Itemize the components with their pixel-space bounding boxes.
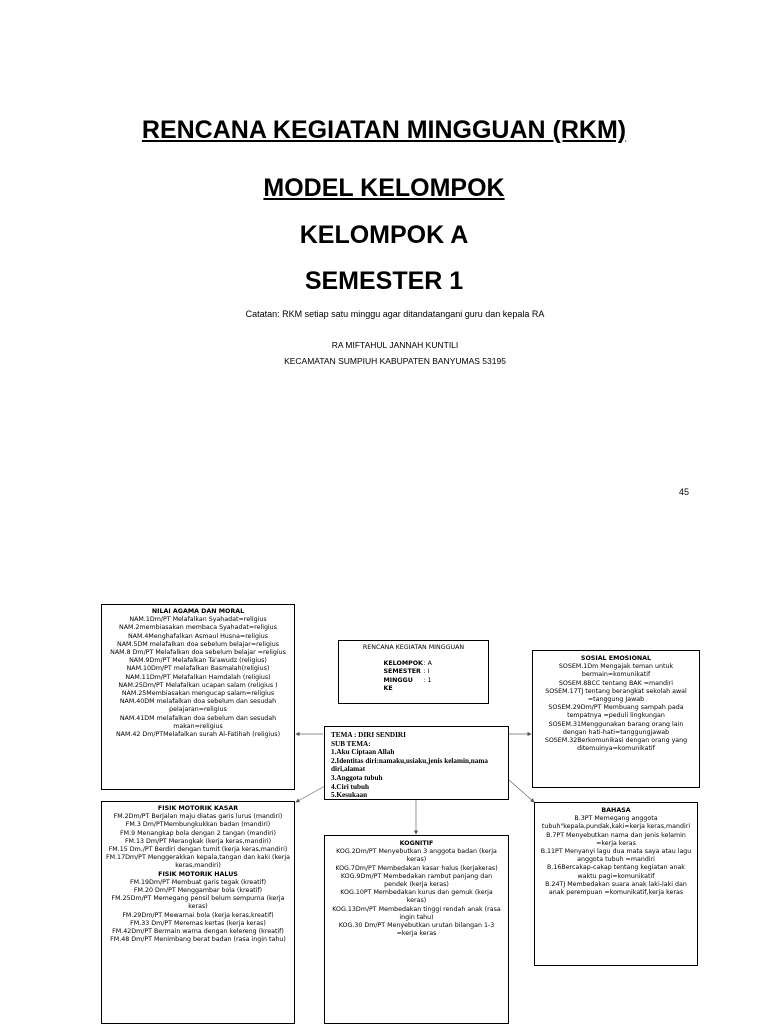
bahasa-line: B.16Bercakap-cakap tentang kegiatan anak waktu pagi=komunikatif: [547, 864, 685, 880]
fm-line: FM.20 Dm/PT Menggambar bola (kreatif): [133, 887, 263, 895]
bahasa-line: B.24TJ Membedakan suara anak laki-laki dan anak perempuan =komunikatif,kerja keras: [545, 880, 687, 897]
nam-line: NAM.8 Dm/PT Melafalkan doa sebelum belajar =religius: [110, 649, 286, 657]
fm-halus-heading: FISIK MOTORIK HALUS: [158, 870, 238, 878]
fm-line: FM.3 Dm/PTMembungkukkan badan (mandiri): [125, 821, 271, 829]
bahasa-heading: BAHASA: [601, 807, 631, 814]
sosem-heading: SOSIAL EMOSIONAL: [580, 655, 652, 662]
subtema-item: 1.Aku Ciptaan Allah: [331, 748, 395, 757]
subtema-title: SUB TEMA:: [331, 739, 371, 748]
nam-line: NAM.41DM melafalkan doa sebelum dan sesudah makan=religius: [119, 714, 277, 730]
kog-line: KOG.13Dm/PT Membedakan tinggi rendah anak (rasa ingin tahu): [332, 905, 501, 921]
school-address: KECAMATAN SUMPIUH KABUPATEN BANYUMAS 53195: [284, 356, 506, 366]
rkm-value: : 1: [423, 676, 432, 684]
sosem-line: SOSEM.29Dm/PT Membuang sampah pada tempatnya =peduli lingkungan: [548, 704, 684, 720]
kelompok-title: KELOMPOK A: [299, 221, 469, 249]
fm-line: FM.25Dm/PT Memegang pensil belum sempurna (kerja keras): [111, 895, 285, 911]
fm-line: FM.2Dm/PT Berjalan maju diatas garis lurus (mandiri): [113, 813, 283, 821]
kog-line: KOG.30 Dm/PT Menyebutkan urutan bilangan 1-3 =kerja keras: [338, 922, 495, 938]
tema-title: TEMA : DIRI SENDIRI: [331, 731, 406, 739]
rkm-row-minggu: [343, 677, 484, 693]
fm-line: FM.33 Dm/PT Meremas kertas (kerja keras): [130, 919, 266, 927]
fm-line: FM.42Dm/PT Bermain warna dengan kelereng (kreatif): [112, 928, 284, 936]
fm-line: FM.19Dm/PT Membuat garis tegak (kreatif): [129, 878, 267, 886]
nam-line: NAM.25Membiasakan mengucap salam=religius: [121, 690, 275, 698]
page-title: RENCANA KEGIATAN MINGGUAN (RKM): [141, 116, 627, 144]
rkm-box: [338, 640, 489, 704]
fm-line: FM.48 Dm/PT Menimbang berat badan (rasa ingin tahu): [110, 936, 286, 944]
nam-line: NAM.40DM melafalkan doa sebelum dan sesudah pelajaran=religius: [119, 698, 277, 714]
subtema-item: 5.Kesukaan: [331, 791, 368, 800]
kog-box: [324, 835, 509, 1024]
sosem-line: SOSEM.32Berkomunikasi dengan orang yang ditemuinya=komunikatif: [544, 737, 688, 753]
bahasa-line: B.7PT Menyebutkan nama dan jenis kelamin =kerja keras: [546, 831, 686, 847]
note-text: Catatan: RKM setiap satu minggu agar ditandatangani guru dan kepala RA: [245, 309, 545, 319]
nam-line: NAM.2membiasakan membaca Syahadat=religius: [119, 624, 277, 632]
nam-line: NAM.5DM melafalkan doa sebelum belajar=religius: [117, 640, 279, 648]
kog-line: KOG.2Dm/PT Menyebutkan 3 anggota badan (kerja keras): [336, 848, 497, 864]
rkm-value: : I: [423, 668, 430, 676]
rkm-label: MINGGU KE: [383, 676, 413, 692]
sosem-line: SOSEM.1Dm Mengajak teman untuk bermain=komunikatif: [558, 663, 674, 679]
nam-line: NAM.4Menghafalkan Asmaul Husna=religius: [127, 632, 269, 640]
nam-line: NAM.25Dm/PT Melafalkan ucapan salam (religius ): [118, 681, 278, 689]
kog-line: KOG.7Dm/PT Membedakan kasar halus (kerjakeras): [335, 864, 498, 872]
sosem-line: SOSEM.17TJ tentang berangkat sekolah awal =tanggung Jawab: [545, 687, 687, 704]
nam-box: [101, 604, 295, 790]
sosem-line: SOSEM.8BCC tentang BAK =mandiri: [558, 679, 674, 687]
subtema-item: 4.Ciri tubuh: [331, 782, 369, 791]
page-number: 45: [679, 487, 690, 497]
fm-line: FM.17Dm/PT Menggerakkan kepala,tangan dan kaki (kerja keras,mandiri): [106, 854, 290, 870]
model-title: MODEL KELOMPOK: [263, 174, 505, 202]
fm-line: FM.29Dm/PT Mewarnai bola (kerja keras,kreatif): [122, 911, 274, 919]
rkm-row-kelompok: [343, 660, 484, 668]
fm-line: FM.13 Dm/PT Merangkak (kerja keras,mandiri): [124, 837, 272, 845]
nam-line: NAM.11Dm/PT Melafalkan Hamdalah (religius): [125, 673, 271, 681]
fm-line: FM.15 Dm./PT Berdiri dengan tumit (kerja keras,mandiri): [108, 846, 288, 854]
subtema-item: 2.Identitas diri:namaku,usiaku,jenis kelamin,nama diri,alamat: [331, 756, 488, 774]
rkm-value: : A: [423, 660, 432, 668]
kog-line: KOG.9Dm/PT Membedakan rambut panjang dan pendek (kerja keras): [340, 872, 493, 889]
nam-line: NAM.42 Dm/PTMelafalkan surah Al-Fatihah (religius): [115, 731, 281, 739]
sosem-line: SOSEM.31Menggunakan barang orang lain dengan hati-hati=tanggungjawab: [548, 720, 684, 736]
rkm-label: KELOMPOK: [383, 660, 423, 668]
rkm-heading: RENCANA KEGIATAN MINGGUAN: [362, 644, 465, 651]
kog-heading: KOGNITIF: [399, 840, 434, 847]
bahasa-line: B.3PT Memegang anggota tubuh"kepala,pundak,kaki=kerja keras,mandiri: [541, 815, 691, 831]
fm-line: FM.9 Menangkap bola dengan 2 tangan (mandiri): [120, 829, 276, 837]
subtema-item: 3.Anggota tubuh: [331, 773, 383, 782]
semester-title: SEMESTER 1: [304, 267, 464, 295]
bahasa-box: [534, 802, 698, 966]
sosem-box: [532, 650, 700, 788]
tema-box: [324, 726, 509, 800]
rkm-label: SEMESTER: [383, 668, 421, 676]
fm-kasar-heading: FISIK MOTORIK KASAR: [157, 805, 239, 812]
school-name: RA MIFTAHUL JANNAH KUNTILI: [331, 340, 459, 350]
nam-line: NAM.10Dm/PT melafalkan Basmalah(religius): [126, 665, 270, 673]
nam-heading: NILAI AGAMA DAN MORAL: [151, 608, 245, 615]
bahasa-line: B.11PT Menyanyi lagu dua mata saya atau lagu anggota tubuh =mandiri: [540, 848, 692, 864]
kog-line: KOG.10PT Membedakan kurus dan gemuk (kerja keras): [340, 889, 493, 905]
nam-line: NAM.9Dm/PT Melafalkan Ta'awudz (religius): [129, 657, 267, 665]
nam-line: NAM.1Dm/PT Melafalkan Syahadat=religius: [129, 616, 267, 624]
arrow-to-bahasa: [509, 780, 534, 802]
rkm-row-semester: [343, 668, 484, 676]
fm-box: [101, 801, 295, 1024]
